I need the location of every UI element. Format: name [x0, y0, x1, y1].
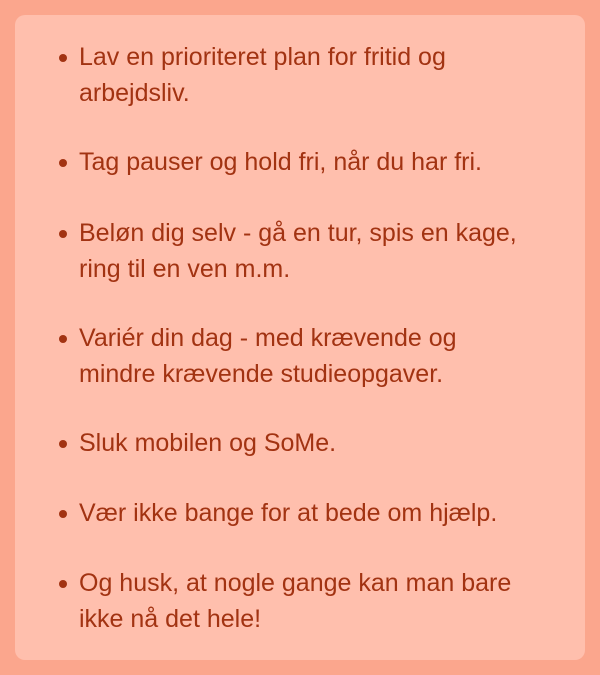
- list-item: [59, 144, 539, 180]
- bullet-icon: [59, 580, 67, 588]
- list-item: [59, 320, 539, 392]
- tip-text: Lav en prioriteret plan for fritid og arbejdsliv.: [79, 43, 446, 107]
- tip-text: Og husk, at nogle gange kan man bare ikke nå det hele!: [79, 569, 512, 633]
- tip-text: Tag pauser og hold fri, når du har fri.: [79, 148, 483, 176]
- bullet-icon: [59, 230, 67, 238]
- bullet-icon: [59, 335, 67, 343]
- tips-card: [15, 15, 585, 660]
- tip-text: Vær ikke bange for at bede om hjælp.: [79, 499, 498, 527]
- list-item: [59, 495, 539, 531]
- list-item: [59, 215, 539, 287]
- bullet-icon: [59, 54, 67, 62]
- tip-text: Variér din dag - med krævende og mindre krævende studieopgaver.: [79, 324, 457, 388]
- list-item: [59, 39, 539, 111]
- bullet-icon: [59, 159, 67, 167]
- list-item: [59, 565, 539, 637]
- list-item: [59, 425, 539, 461]
- tip-text: Sluk mobilen og SoMe.: [79, 429, 337, 457]
- tip-text: Beløn dig selv - gå en tur, spis en kage, ring til en ven m.m.: [79, 219, 517, 283]
- bullet-icon: [59, 510, 67, 518]
- bullet-icon: [59, 440, 67, 448]
